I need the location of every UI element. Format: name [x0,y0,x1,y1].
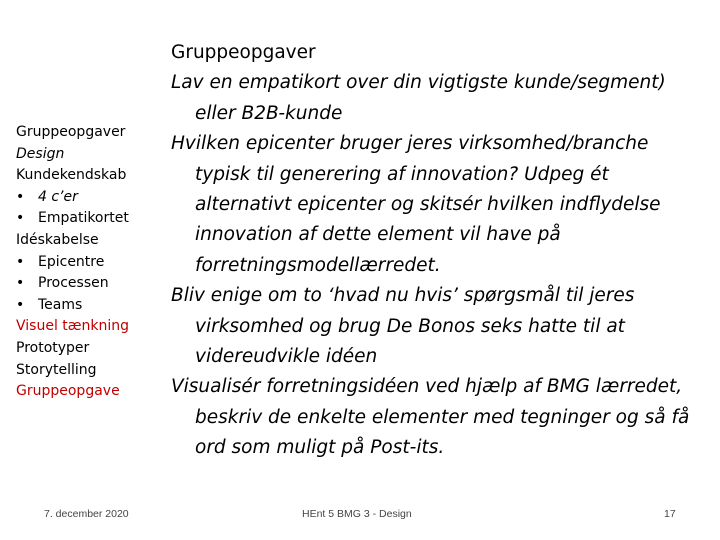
agenda-subitem-teams: • Teams [16,295,156,317]
agenda-item-gruppeopgaver: Gruppeopgaver [16,124,126,140]
agenda-subitem-processen: • Processen [16,273,156,295]
bullet-icon: • [16,275,25,292]
agenda-item-prototyper: Prototyper [16,339,90,356]
agenda-sidebar [16,122,156,403]
slide-title: Gruppeopgaver [171,42,316,63]
task-what-if: Bliv enige om to ‘hvad nu hvis’ spørgsmål til jeres virksomhed og brug De Bonos seks hatte til at videreudvikle idéen [171,285,635,368]
footer-date: 7. december 2020 [44,508,129,520]
agenda-item-storytelling: Storytelling [16,361,97,378]
bullet-icon: • [16,188,25,205]
task-epicenter: Hvilken epicenter bruger jeres virksomhed/branche typisk til generering af innovation? Udpeg ét alternativt epicenter og skitsér hvilken indflydelse innovation af dette element vil have på forretningsmodellærredet. [171,133,661,276]
agenda-subitem-epicentre: • Epicentre [16,252,156,274]
agenda-item-gruppeopgave: Gruppeopgave [16,383,120,400]
agenda-subitem-empatikortet: • Empatikortet [16,208,156,230]
slide-content [171,38,701,464]
footer-title: HEnt 5 BMG 3 - Design [302,508,412,520]
agenda-item-visuel-taenkning: Visuel tænkning [16,318,130,335]
slide-number: 17 [664,508,676,520]
agenda-subitem-4c: • 4 c’er [16,187,156,209]
bullet-icon: • [16,296,25,313]
agenda-item-kundekendskab: Kundekendskab [16,167,127,184]
bullet-icon: • [16,210,25,227]
task-visualise: Visualisér forretningsidéen ved hjælp af BMG lærredet, beskriv de enkelte elementer med tegninger og så få ord som muligt på Post-its. [171,376,690,459]
agenda-item-design: Design [16,145,65,162]
bullet-icon: • [16,253,25,270]
agenda-item-ideskabelse: Idéskabelse [16,231,99,248]
task-empathy-map: Lav en empatikort over din vigtigste kunde/segment) eller B2B-kunde [171,72,666,124]
